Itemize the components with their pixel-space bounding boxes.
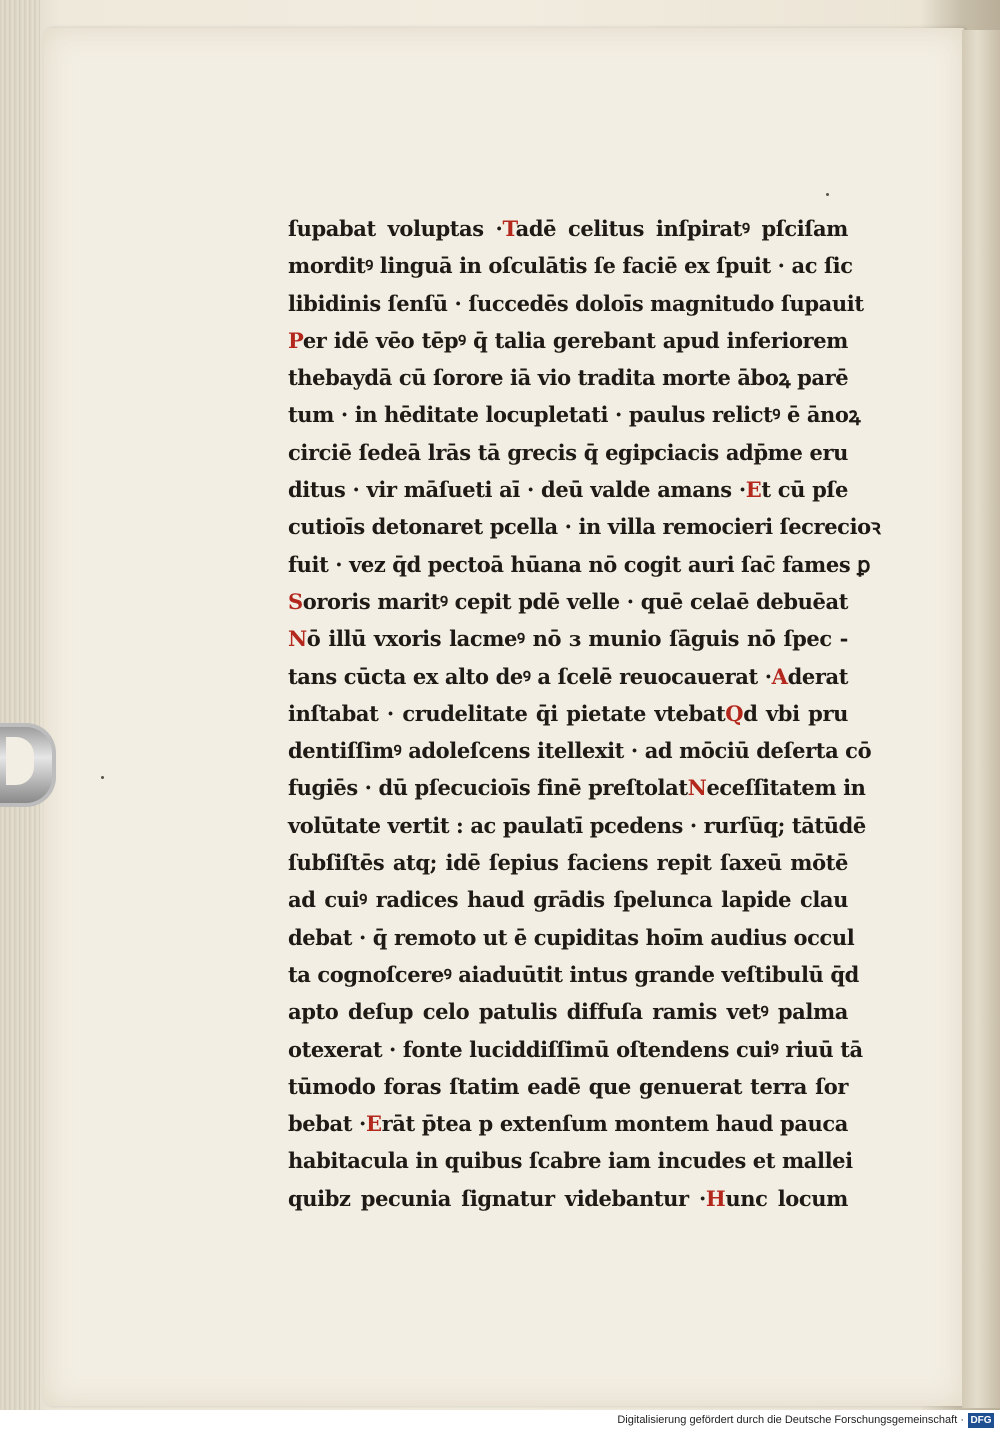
printed-text-block <box>288 210 881 1217</box>
text-line <box>288 508 881 545</box>
line-text: inſtabat · crudelitate q̄i pietate vtebat <box>288 700 726 726</box>
line-text: habitacula in quibus ſcabre iam incudes et mallei <box>288 1148 853 1174</box>
rubricated-initial: A <box>771 663 788 689</box>
text-line <box>288 471 848 508</box>
line-text: tūmodo foras ſtatim eadē que genuerat terra ſor <box>288 1073 848 1099</box>
text-line <box>288 956 859 993</box>
text-line <box>288 583 848 620</box>
text-line <box>288 732 872 769</box>
binding-clip-icon <box>0 723 56 807</box>
line-text-continued: d vbi pru <box>743 700 848 726</box>
text-line <box>288 807 866 844</box>
rubricated-initial: Q <box>725 700 744 726</box>
dfg-logo-icon: DFG <box>968 1413 994 1428</box>
footer-credit: Digitalisierung gefördert durch die Deutsche Forschungsgemeinschaft · <box>617 1414 964 1426</box>
line-text: ō illū vxoris lacmeꝰ nō ɜ munio ſāguis nō ſpec - <box>306 626 848 652</box>
line-text: apto deſup celo patulis diffuſa ramis vetꝰ palma <box>288 999 848 1025</box>
rubricated-initial: N <box>288 626 307 652</box>
text-line <box>288 1068 848 1105</box>
line-text: ororis maritꝰ cepit pdē velle · quē celaē debuēat <box>302 588 848 614</box>
line-text: cutioīs detonaret pcella · in villa remocieri ſecrecioꝛ <box>288 514 881 540</box>
text-line <box>288 919 855 956</box>
line-text: libidinis ſenſū · ſuccedēs doloīs magnitudo ſupauit <box>288 290 864 316</box>
text-line <box>288 359 848 396</box>
line-text-continued: derat <box>787 663 848 689</box>
line-text: fuit · vez q̄d pectoā hūana nō cogit auri ſac̄ fames ꝑ <box>288 551 871 577</box>
line-text: tum · in hēditate locupletati · paulus relictꝰ ē ānoꝝ <box>288 402 861 428</box>
text-line <box>288 658 848 695</box>
line-text: debat · q̄ remoto ut ē cupiditas hoīm audius occul <box>288 924 855 950</box>
line-text-continued: rāt p̄tea p extenſum montem haud pauca <box>381 1111 848 1137</box>
line-text-continued: t cū pſe <box>761 477 848 503</box>
text-line <box>288 881 848 918</box>
line-text: ad cuiꝰ radices haud grādis ſpelunca lapide clau <box>288 887 848 913</box>
right-page-stack <box>962 30 1000 1408</box>
text-line <box>288 322 848 359</box>
paper-speck <box>826 193 829 196</box>
line-text: quibz pecunia ſignatur videbantur · <box>288 1185 706 1211</box>
line-text: tans cūcta ex alto deꝰ a ſcelē reuocauerat · <box>288 663 772 689</box>
line-text: circiē ſedeā lrās tā grecis q̄ egipciacis adp̄me eru <box>288 439 848 465</box>
text-line <box>288 769 866 806</box>
rubricated-initial: H <box>705 1185 726 1211</box>
line-text: fugiēs · dū pſecucioīs finē preſtolat <box>288 775 688 801</box>
text-line <box>288 1142 853 1179</box>
text-line <box>288 434 848 471</box>
line-text: ſupabat voluptas · <box>288 216 503 241</box>
text-line <box>288 546 871 583</box>
rubricated-initial: E <box>745 477 762 503</box>
line-text: ſubſiſtēs atq; idē ſepius faciens repit ſaxeū mōtē <box>288 850 848 876</box>
line-text: thebaydā cū ſorore iā vio tradita morte āboꝝ parē <box>288 365 849 391</box>
text-line <box>288 285 864 322</box>
paper-speck <box>101 776 104 779</box>
line-text: bebat · <box>288 1111 366 1137</box>
left-page-edges <box>0 0 40 1410</box>
text-line <box>288 1031 863 1068</box>
line-text-continued: unc locum <box>725 1185 848 1211</box>
line-text-continued: adē celitus inſpiratꝰ pſciſam <box>515 216 848 241</box>
text-line <box>288 993 848 1030</box>
text-line <box>288 210 848 247</box>
text-line <box>288 247 853 284</box>
rubricated-initial: T <box>502 216 516 241</box>
line-text: morditꝰ linguā in oſculātis ſe faciē ex ſpuit · ac ſic <box>288 253 853 279</box>
line-text: ta cognoſcereꝰ aiaduūtit intus grande veſtibulū q̄d <box>288 961 859 987</box>
line-text: ditus · vir māſueti aī · deū valde amans · <box>288 477 746 503</box>
line-text: dentiſſimꝰ adoleſcens itellexit · ad mōciū deſerta cō <box>288 738 872 764</box>
text-line <box>288 396 861 433</box>
rubricated-initial: S <box>288 588 303 614</box>
text-line <box>288 1105 848 1142</box>
rubricated-initial: E <box>365 1111 382 1137</box>
rubricated-initial: P <box>288 327 303 353</box>
line-text: er idē vēo tēpꝰ q̄ talia gerebant apud inferiorem <box>302 327 848 353</box>
text-line <box>288 620 848 657</box>
line-text: otexerat · fonte luciddiſſimū oſtendens cuiꝰ riuū tā <box>288 1036 863 1062</box>
line-text-continued: eceſſitatem in <box>706 775 866 801</box>
text-line <box>288 695 848 732</box>
footer-bar <box>0 1410 1000 1433</box>
text-line <box>288 1180 848 1217</box>
line-text: volūtate vertit : ac paulatī pcedens · rurſūq; tātūdē <box>288 812 866 838</box>
text-line <box>288 844 848 881</box>
rubricated-initial: N <box>687 775 707 801</box>
